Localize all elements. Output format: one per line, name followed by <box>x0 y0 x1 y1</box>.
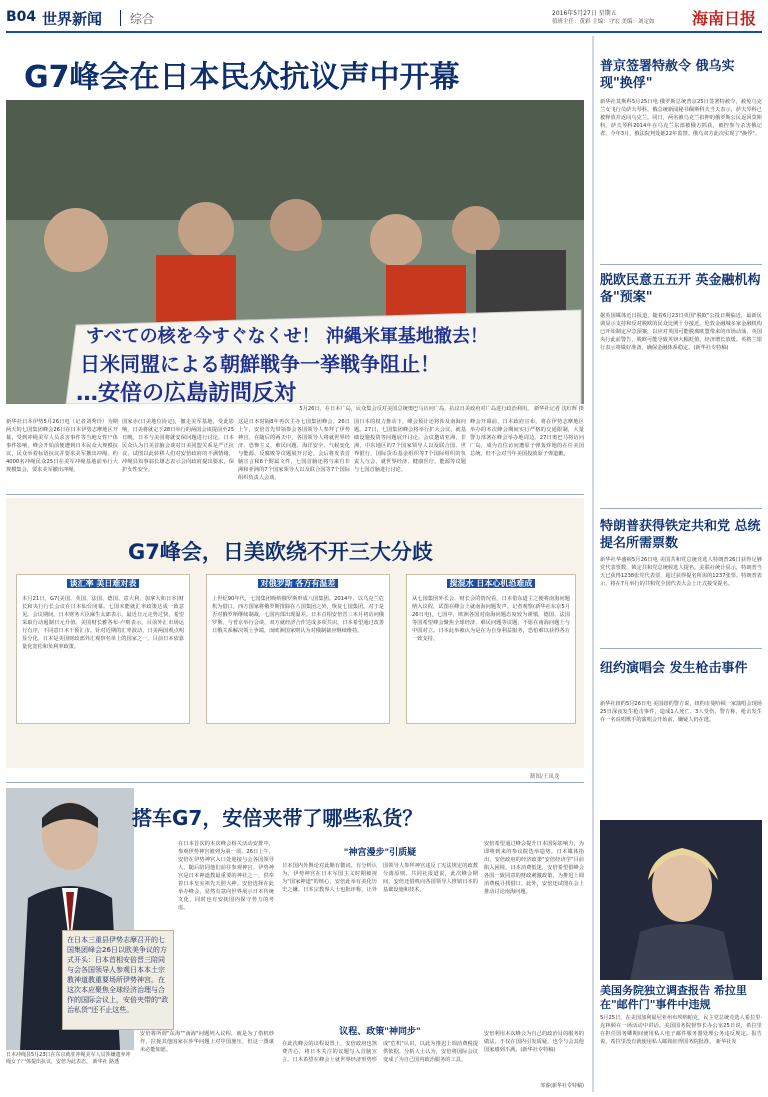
clinton-photo <box>600 820 762 980</box>
sub-text-2: 在此次峰会的议程设置上，安倍政府也煞费苦心，将日本关注的议题写入首脑宣言。日本希望在峰会上就世界经济形势形成"危机"认识，以此为推迟上调消费税提供依据。分析人士认为，安倍将国际会议变成了为自己国内政治服务的工具。 <box>282 1041 478 1063</box>
sub-title-2: 议程、政策"神同步" <box>339 1027 421 1037</box>
main-col-3: 这是日本时隔8年再次主办七国集团峰会。26日上午，安倍首先带领参会各国领导人参拜了伊势神宫。在随后的两天中，各国领导人将就世界经济、恐怖主义、难民问题、海洋安全、气候变化与能源、反腐败等议题展开讨论。会后将发表首脑宣言和6个附属文件，七国首脑还将与来自非洲和亚洲的7个国家领导人以及联合国等7个国际组织负责人会谈。 <box>238 419 350 481</box>
protest-photo <box>6 100 584 404</box>
topic-box-2 <box>206 574 390 724</box>
sidebar-title-3: 特朗普获得铁定共和党 总统提名所需票数 <box>600 519 761 551</box>
main-col-1: 新华社日本伊势5月26日电（记者刘秀玲）为期两天的七国集团峰会26日在日本伊势志摩地区开幕，受到冲绳美军人员杀害事件等当地女性尸体事件影响，峰会开始前便遭到日本民众大规模抗议，民众举着标语抗议并要求美军撤出冲绳。约4000名冲绳民众25日在美军冲绳基地前举行大规模集会，要求美军撤出冲绳。 <box>6 419 118 473</box>
banner-text-3: …安倍の広島訪問反対 <box>76 381 297 404</box>
cartoon-credit: 制图/王凤龙 <box>530 774 560 780</box>
sidebar-text-4: 新华社纽约5月26日电 美国纽约警方说，纽约市曼哈顿一家演唱会现场25日深夜发生枪击事件，造成1人死亡、3人受伤。警方称，枪击发生在一名说唱歌手的演唱会开始前，嫌疑人仍在逃。 <box>600 701 762 723</box>
topic-title-1: 谈汇率 美日难对表 <box>17 578 189 589</box>
sidebar-text-5: 5月25日，在美国加利福尼亚州布埃纳帕克，民主党总统竞选人希拉里·克林顿在一场活动中讲话。美国国务院督察长办公室25日说，希拉里在担任国务卿期间使用私人电子邮件服务器处理公务违反规定。报告说，希拉里没有就使用私人邮箱征得国务院批准。 新华社发 <box>600 1015 762 1045</box>
third-col-1: 在日本首次的本次峰会相关活动安排中，参观伊势神宫被列为第一项。26日上午，安倍在伊势神宫入口处迎接与会各国领导人，随后陪同他们前往参观神宫。伊势神宫是日本神道教最重要的神社之一，供奉着日本皇室祖先天照大神。安倍选择在此举办峰会，显然有意向世界展示日本传统文化，同时也有安抚国内保守势力的考虑。 <box>178 841 274 911</box>
topic-title-2: 对俄罗斯 各方有温差 <box>207 578 389 589</box>
section-divider-1 <box>6 494 584 495</box>
sidebar-text-1: 新华社莫斯科5月25日电 俄罗斯总统普京25日签署特赦令，赦免乌克兰女飞行员萨夫琴科。俄总统新闻秘书佩斯科夫当天表示，萨夫琴科已被释放并返回乌克兰。同日，两名被乌克兰扣押的俄罗斯公民返回莫斯科。萨夫琴科2014年在乌克兰东部被俄方抓获，被控参与杀害俄记者。今年3月，俄法院判处她22年监禁。俄乌双方此次实现了"换俘"。 <box>600 99 762 137</box>
date-line: 2016年5月27日 星期五 <box>552 10 617 17</box>
third-col-3: 安倍希望通过峰会提升日本国际影响力，为即将到来的参议院选举造势。日本媒体指出，安倍政府的经济政策"安倍经济学"目前陷入困境，日本消费低迷，安倍希望借峰会各国一致同意的财政刺激政策，为推迟上调消费税寻找借口。此外，安倍还试图在会上推动讨论南海问题。 <box>484 841 584 895</box>
paper-logo: 海南日报 <box>692 9 757 28</box>
third-col-4: 安倍将所谓"东海""南海"问题列入议程，就是为了借机炒作，拉拢其他国家在涉华问题上对中国施压，但这一图谋未必能如愿。 <box>140 1031 274 1053</box>
sidebar-title-5: 美国务院独立调查报告 希拉里在"邮件门"事件中违规 <box>600 984 747 1011</box>
third-byline: 邹睿(新华社专特稿) <box>540 1083 584 1089</box>
topic-text-1: 本月21日，G7(美国、英国、法国、德国、意大利、加拿大和日本)财长和央行行长会议在日本仙台闭幕。七国未能就汇率政策达成一致意见。会议期间，日本财务大臣麻生太郎表示，最近日元走势过快，希望采取行动遏制日元升值。美国财长雅各布·卢则表示，目前外汇市场运行有序，不同意日本干预汇市。针对近期的汇率波动，日美两国观点明显分化。日本是美国财政部外汇观察名单上的国家之一。目前日本依靠量化宽松和负利率政策。 <box>22 596 184 650</box>
topic-text-2: 上世纪90年代，七国集团吸纳俄罗斯形成八国集团。2014年，以乌克兰危机为借口，西方国家将俄罗斯排除在八国集团之外，恢复七国集团。对于是否对俄罗斯继续制裁，七国内部出现温差。日本首相安倍晋三本月初访问俄罗斯，与普京举行会谈，双方就经济合作达成多项共识，日本希望通过改善日俄关系解决领土争端。而欧洲国家则认为对俄制裁应继续维持。 <box>212 596 384 634</box>
sidebar-divider-2 <box>600 508 762 509</box>
main-headline: G7峰会在日本民众抗议声中开幕 <box>24 60 460 95</box>
inset-box: 在日本三重县伊势志摩召开的七国集团峰会26日以欧美争议的方式开头：日本首相安倍晋三陪同与会各国领导人参观日本本土宗教神道教重要场所伊势神宫。在这次本应聚焦全球经济治理与合作的国际会议上，安倍夹带的"政治私货"还不止这些。 <box>62 930 174 1030</box>
sidebar-title-1: 普京签署特赦令 俄乌实现"换俘" <box>600 59 735 91</box>
sidebar-title-4: 纽约演唱会 发生枪击事件 <box>600 661 748 676</box>
topic-title-3: 搅混水 日本心机恐难成 <box>407 578 575 589</box>
sidebar-text-3: 新华社华盛顿5月26日电 美国共和党总统竞选人特朗普26日获得足够党代表票数，锁定共和党总统候选人提名。美联社统计显示，特朗普当天已获得1238张党代表票，超过获得提名所需的1237张票。特朗普表示，将在7月举行的共和党全国代表大会上正式接受提名。 <box>600 557 762 587</box>
sidebar-title-2: 脱欧民意五五开 英金融机构备"预案" <box>600 273 761 305</box>
third-col-5: 安倍利用本次峰会为自己的政治目的服务的做法，不仅在国内引发质疑，也令与会其他国家感到不满。(新华社专特稿) <box>484 1031 584 1053</box>
sidebar-text-2: 据英国媒体近日报道，随着6月23日英国"脱欧"公投日期临近，最新民调显示支持和反对脱欧的民众比例十分接近。伦敦金融城多家金融机构已开始制定应急预案，以应对英国可能脱离欧盟带来的市场动荡。英国央行此前警告，脱欧可能导致英镑大幅贬值、经济增长放缓。英格兰银行表示将做好准备，确保金融体系稳定。(新华社专特稿) <box>600 313 762 351</box>
banner-text-1: すべての核を今すぐなくせ！ 沖縄米軍基地撤去！ <box>86 326 488 347</box>
banner-text-2: 日米同盟による朝鮮戦争一挙戦争阻止！ <box>80 352 440 376</box>
header-rule <box>6 31 762 33</box>
sidebar-divider-1 <box>600 264 762 265</box>
editors-line: 值班主任：黄彩 主编：守宏 美编：刘定如 <box>552 19 655 25</box>
sidebar-rule <box>592 36 594 1092</box>
header-divider <box>120 10 121 26</box>
main-col-2: 国家赤(日美地位协定)，撤走美军基地。受此影响，日美将就定于28日举行的两国会谈提前至25日晚，日本与美国将就安保问题进行讨论。日本民众认为日美首脑会谈对日美同盟关系是严正抗议，试图以此转移人们对安倍政府的不满情绪，冲绳县知事翁长雄志表示会向政府提出要求，保护女性安全。 <box>122 419 234 473</box>
topic-box-1 <box>16 574 190 724</box>
sub-text-1: 日本国内外舆论对此颇有微词。有分析认为，伊势神宫在日本军国主义时期被视为"国家神道"的核心，安倍此举有美化历史之嫌。日本宗教界人士也批评称，让外国领导人参拜神宫违反了宪法规定的政教分离原则。共同社报道说，此次峰会期间，安倍还借机向各国领导人推销日本的基础设施和技术。 <box>282 863 478 893</box>
subsection-title: 综合 <box>130 12 155 26</box>
photo-caption: 5月26日，在日本广岛，民众集会反对美国总统奥巴马访问广岛，抗议日美政府对广岛进行政治利用。 新华社记者 沈红辉 摄 <box>299 406 584 412</box>
main-col-4: 国日本的权力推动下，峰会预计还将涉及南海问题。27日，七国集团峰会将举行扩大会议，就基础设施投资等问题展开讨论。会议邀请亚洲、非洲、中东地区的7个国家领导人以及联合国、世界银行、国际货币基金组织等7个国际组织的负责人与会，就世界经济、健康医疗、能源等议题与七国首脑进行讨论。 <box>354 419 466 473</box>
topic-box-3 <box>406 574 576 724</box>
page-code: B04 <box>6 9 37 25</box>
sub-title-1: "神宫漫步"引质疑 <box>343 848 417 858</box>
topic-text-3: 从七国集团外长会、财长会的情况看，日本借东道主之便将南海问题纳入议程，试图在峰会上就南海问题发声。记者观察(新华社东京5月26日电)。七国中，欧洲各国对南海问题态度较为谨慎，德国、法国等国希望峰会聚焦全球经济、难民问题等议题，不愿在南海问题上与中国对立。日本此举被认为是在为自身利益服务，恐怕难以获得各方一致支持。 <box>412 596 570 642</box>
clinton-photo-art <box>600 820 762 980</box>
page-header <box>6 6 762 30</box>
section-title: 世界新闻 <box>42 10 103 28</box>
third-headline: 搭车G7，安倍夹带了哪些私货？ <box>132 806 423 830</box>
abe-photo-caption: 日本冲绳县5月23日在东京就驻冲绳美军人员涉嫌遗弃冲绳女子尸体提出抗议，安倍为此表态。 新华社 路透 <box>6 1052 131 1065</box>
second-headline: G7峰会，日美欧绕不开三大分歧 <box>128 540 433 564</box>
sidebar-divider-3 <box>600 648 762 649</box>
main-col-5: 峰会开幕前，日本政府宣布，将在伊势志摩地区举办的本次峰会期间实行严格的交通限制，大量警力部署在峰会举办地周边。27日奥巴马将访问广岛，成为首位访问遭原子弹轰炸地的在任美国总统，但不会对当年美国投放原子弹道歉。 <box>470 419 584 457</box>
section-divider-2 <box>6 782 584 783</box>
